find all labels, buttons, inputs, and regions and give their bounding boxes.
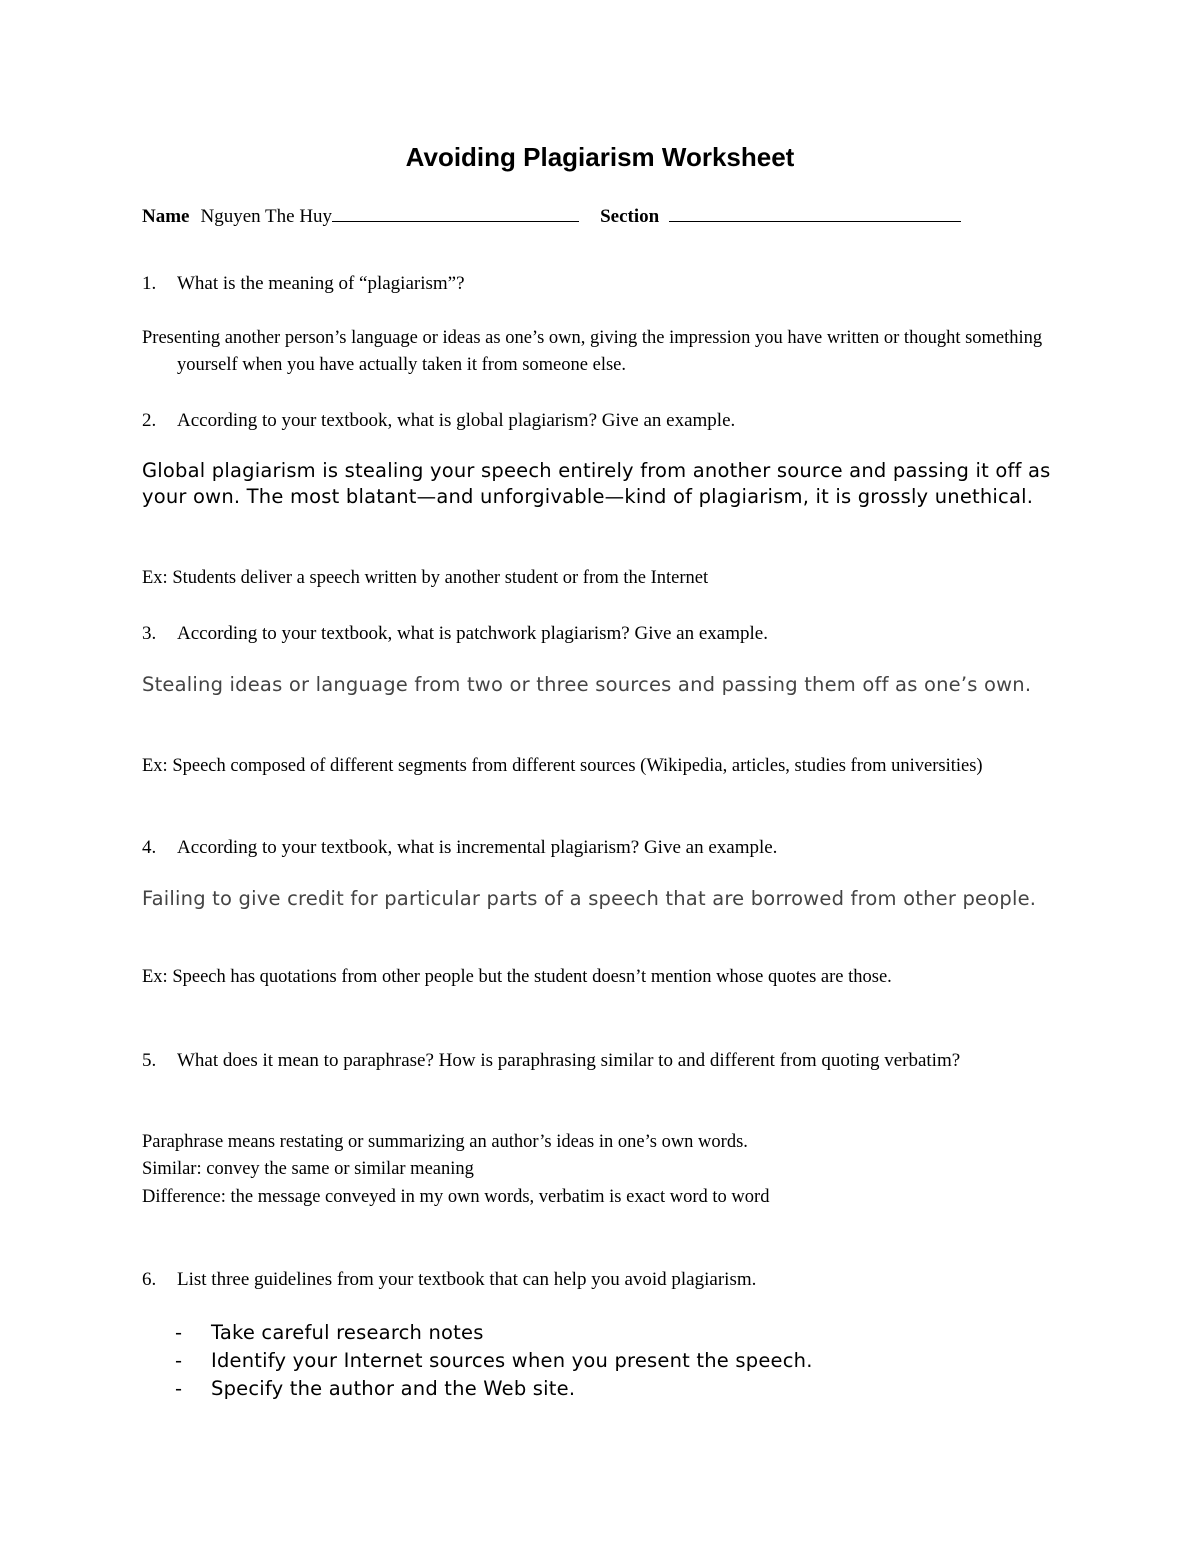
question-number: 4.: [142, 837, 157, 858]
answer-3: Stealing ideas or language from two or three sources and passing them off as one’s own.: [142, 673, 1032, 696]
bullet-dash: -: [175, 1377, 183, 1400]
name-label: Name: [142, 206, 190, 227]
answer-5-line-1: Paraphrase means restating or summarizing an author’s ideas in one’s own words.: [142, 1132, 748, 1152]
answer-3-example: Ex: Speech composed of different segments from different sources (Wikipedia, articles, studies from universities): [142, 756, 983, 776]
list-item-text: Identify your Internet sources when you present the speech.: [211, 1349, 813, 1372]
question-4: [142, 834, 1042, 861]
page-title: Avoiding Plagiarism Worksheet: [405, 142, 795, 172]
question-number: 6.: [142, 1269, 157, 1290]
question-text: According to your textbook, what is global plagiarism? Give an example.: [177, 410, 736, 431]
question-5: [142, 1047, 1042, 1074]
list-item-text: Take careful research notes: [211, 1321, 484, 1344]
question-text: List three guidelines from your textbook that can help you avoid plagiarism.: [177, 1269, 757, 1290]
guidelines-list: [175, 1319, 1025, 1403]
list-item-text: Specify the author and the Web site.: [211, 1377, 576, 1400]
question-3: [142, 620, 1042, 647]
list-item: [175, 1375, 1025, 1403]
bullet-dash: -: [175, 1349, 183, 1372]
question-6: [142, 1266, 1042, 1293]
answer-5-line-2: Similar: convey the same or similar meaning: [142, 1159, 474, 1179]
name-value: Nguyen The Huy: [200, 206, 333, 227]
list-item: [175, 1319, 1025, 1347]
answer-4: Failing to give credit for particular parts of a speech that are borrowed from other people.: [142, 887, 1037, 910]
section-label: Section: [600, 206, 660, 227]
question-1: [142, 270, 1042, 297]
answer-1: Presenting another person’s language or ideas as one’s own, giving the impression you have written or thought something yourself when you have actually taken it from someone else.: [142, 328, 1043, 375]
answer-2-example: Ex: Students deliver a speech written by another student or from the Internet: [142, 568, 709, 588]
bullet-dash: -: [175, 1321, 183, 1344]
question-text: According to your textbook, what is patchwork plagiarism? Give an example.: [177, 623, 768, 644]
question-text: What is the meaning of “plagiarism”?: [177, 273, 465, 294]
answer-2: Global plagiarism is stealing your speech entirely from another source and passing it off as your own. The most blatant—and unforgivable—kind of plagiarism, it is grossly unethical.: [142, 459, 1051, 508]
answer-5-line-3: Difference: the message conveyed in my own words, verbatim is exact word to word: [142, 1187, 770, 1207]
answer-4-example: Ex: Speech has quotations from other people but the student doesn’t mention whose quotes are those.: [142, 967, 892, 987]
question-2: [142, 407, 1042, 434]
question-text: What does it mean to paraphrase? How is paraphrasing similar to and different from quoting verbatim?: [177, 1050, 961, 1071]
question-number: 2.: [142, 410, 157, 431]
question-text: According to your textbook, what is incremental plagiarism? Give an example.: [177, 837, 778, 858]
list-item: [175, 1347, 1025, 1375]
section-field: [669, 203, 961, 222]
question-number: 3.: [142, 623, 157, 644]
question-number: 1.: [142, 273, 157, 294]
question-number: 5.: [142, 1050, 157, 1071]
name-underline: [332, 203, 579, 222]
name-section-row: [142, 203, 1042, 230]
